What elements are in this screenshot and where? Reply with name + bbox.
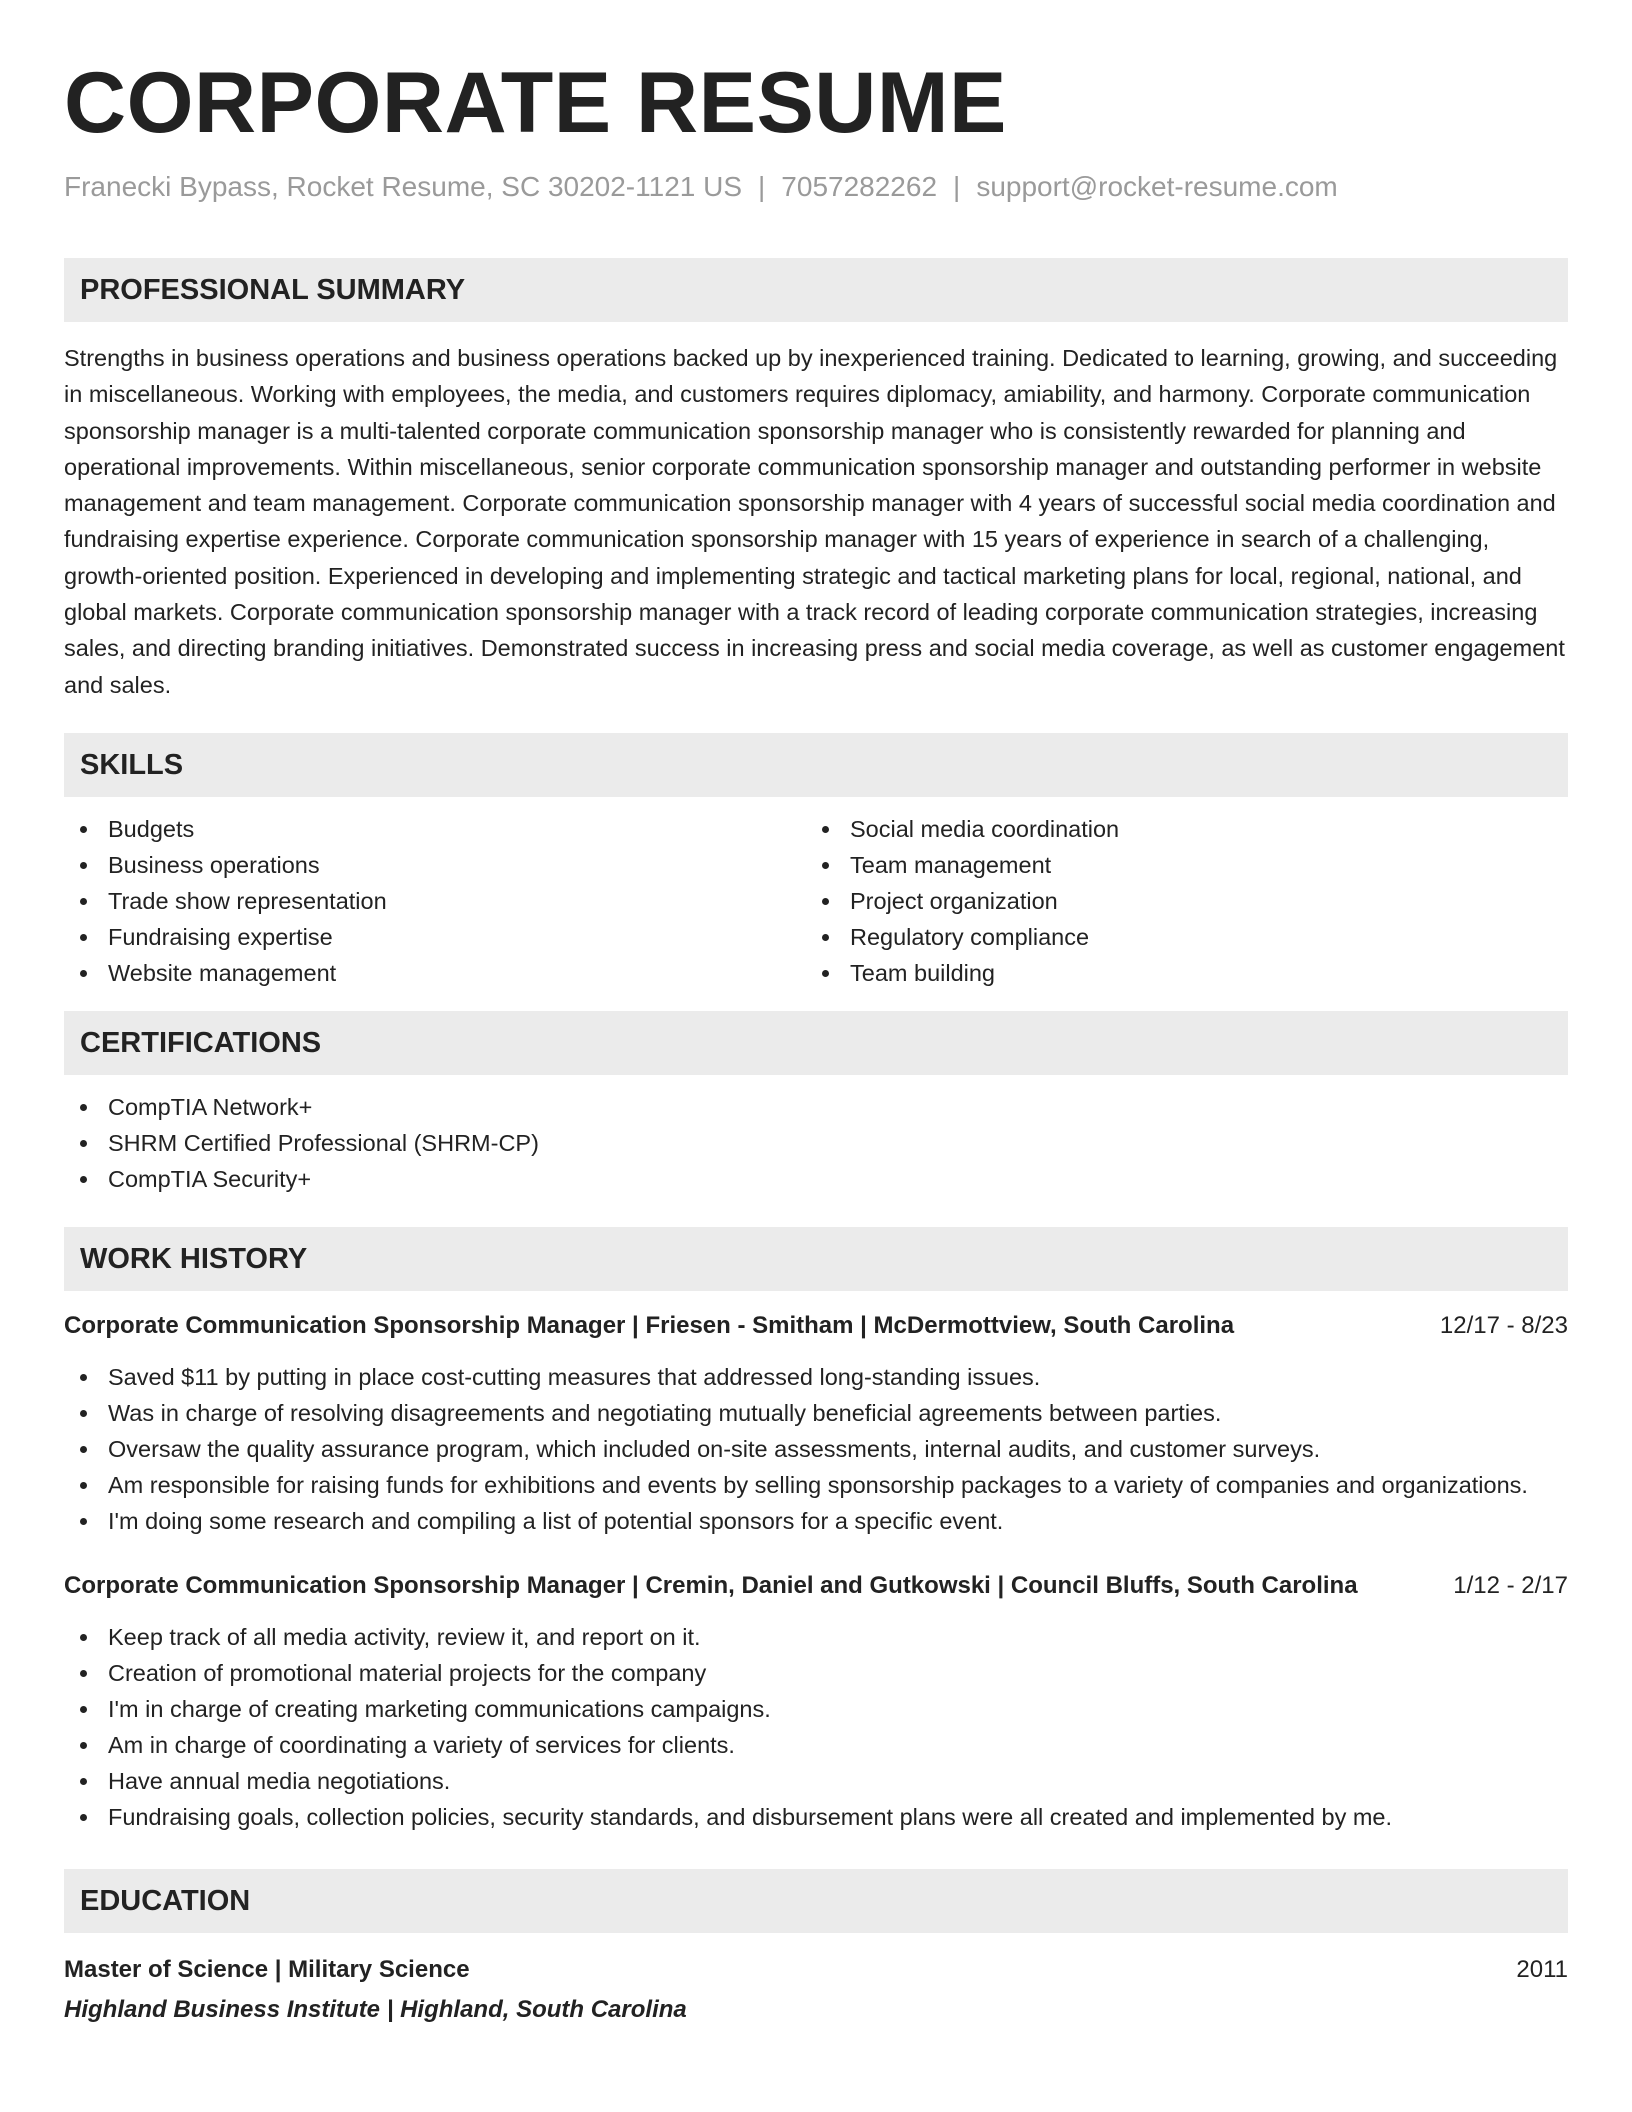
list-item: Fundraising expertise xyxy=(64,919,806,955)
job-header xyxy=(64,1569,1568,1603)
resume-title: CORPORATE RESUME xyxy=(64,55,1007,151)
list-item: CompTIA Network+ xyxy=(64,1089,1568,1125)
list-item: Budgets xyxy=(64,811,806,847)
list-item: CompTIA Security+ xyxy=(64,1161,1568,1197)
section-heading-certifications: CERTIFICATIONS xyxy=(64,1011,1568,1075)
job-bullets xyxy=(64,1359,1568,1539)
list-item: Business operations xyxy=(64,847,806,883)
section-heading-skills: SKILLS xyxy=(64,733,1568,797)
list-item: Saved $11 by putting in place cost-cutting measures that addressed long-standing issues. xyxy=(64,1359,1568,1395)
list-item: SHRM Certified Professional (SHRM-CP) xyxy=(64,1125,1568,1161)
list-item: Team building xyxy=(806,955,1548,991)
list-item: Project organization xyxy=(806,883,1548,919)
list-item: Have annual media negotiations. xyxy=(64,1763,1568,1799)
section-heading-work-history: WORK HISTORY xyxy=(64,1227,1568,1291)
skills-column-left xyxy=(64,811,806,991)
list-item: Oversaw the quality assurance program, which included on-site assessments, internal audits, and customer surveys. xyxy=(64,1431,1568,1467)
list-item: I'm doing some research and compiling a list of potential sponsors for a specific event. xyxy=(64,1503,1568,1539)
list-item: Creation of promotional material projects for the company xyxy=(64,1655,1568,1691)
contact-address: Franecki Bypass, Rocket Resume, SC 30202-1121 US xyxy=(64,171,743,202)
list-item: Social media coordination xyxy=(806,811,1548,847)
contact-separator: | xyxy=(758,171,766,202)
certifications-list xyxy=(64,1089,1568,1197)
job-title: Corporate Communication Sponsorship Manager | Friesen - Smitham | McDermottview, South Carolina xyxy=(64,1311,1235,1339)
job-dates: 12/17 - 8/23 xyxy=(1439,1311,1568,1339)
resume-page xyxy=(64,0,1568,2027)
list-item: Regulatory compliance xyxy=(806,919,1548,955)
list-item: Am in charge of coordinating a variety of services for clients. xyxy=(64,1727,1568,1763)
contact-email: support@rocket-resume.com xyxy=(976,171,1338,202)
contact-phone: 7057282262 xyxy=(781,171,938,202)
list-item: I'm in charge of creating marketing communications campaigns. xyxy=(64,1691,1568,1727)
section-heading-education: EDUCATION xyxy=(64,1869,1568,1933)
job-dates: 1/12 - 2/17 xyxy=(1453,1571,1568,1599)
list-item: Website management xyxy=(64,955,806,991)
education-entry xyxy=(64,1953,1568,2027)
skills-list xyxy=(64,811,1568,991)
education-year: 2011 xyxy=(1516,1955,1568,1983)
contact-line xyxy=(64,170,1568,204)
job-header xyxy=(64,1309,1568,1343)
list-item: Team management xyxy=(806,847,1548,883)
contact-separator: | xyxy=(953,171,961,202)
list-item: Was in charge of resolving disagreements and negotiating mutually beneficial agreements between parties. xyxy=(64,1395,1568,1431)
list-item: Trade show representation xyxy=(64,883,806,919)
job-bullets xyxy=(64,1619,1568,1835)
education-header xyxy=(64,1953,1568,1987)
education-degree: Master of Science | Military Science xyxy=(64,1955,470,1983)
list-item: Am responsible for raising funds for exhibitions and events by selling sponsorship packages to a variety of companies and organizations. xyxy=(64,1467,1568,1503)
job-title: Corporate Communication Sponsorship Manager | Cremin, Daniel and Gutkowski | Council Bluffs, South Carolina xyxy=(64,1571,1358,1599)
list-item: Keep track of all media activity, review it, and report on it. xyxy=(64,1619,1568,1655)
job-entry xyxy=(64,1569,1568,1835)
education-school: Highland Business Institute | Highland, South Carolina xyxy=(64,1995,687,2023)
summary-text: Strengths in business operations and business operations backed up by inexperienced training. Dedicated to learning, growing, and succeeding in miscellaneous. Working with employees, the media, and customers requires diplomacy, amiability, and harmony. Corporate communication sponsorship manager is a multi-talented corporate communication sponsorship manager who is consistently rewarded for planning and operational improvements. Within miscellaneous, senior corporate communication sponsorship manager and outstanding performer in website management and team management. Corporate communication sponsorship manager with 4 years of successful social media coordination and fundraising expertise experience. Corporate communication sponsorship manager with 15 years of experience in search of a challenging, growth-oriented position. Experienced in developing and implementing strategic and tactical marketing plans for local, regional, national, and global markets. Corporate communication sponsorship manager with a track record of leading corporate communication strategies, increasing sales, and directing branding initiatives. Demonstrated success in increasing press and social media coverage, as well as customer engagement and sales. xyxy=(64,345,1565,698)
skills-column-right xyxy=(806,811,1548,991)
list-item: Fundraising goals, collection policies, security standards, and disbursement plans were all created and implemented by me. xyxy=(64,1799,1568,1835)
section-heading-summary: PROFESSIONAL SUMMARY xyxy=(64,258,1568,322)
job-entry xyxy=(64,1309,1568,1539)
